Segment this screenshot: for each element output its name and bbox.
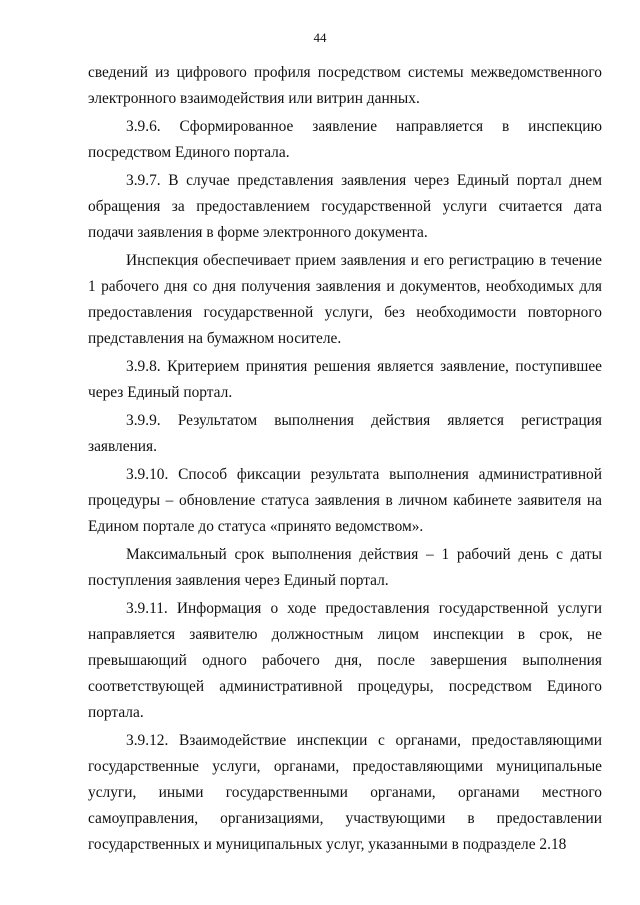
paragraph-3-9-12: 3.9.12. Взаимодействие инспекции с органами, предоставляющими государственные услуги, органами, предоставляющими муниципальные услуги, иными государственными органами, органами местного самоуправления, организациями, участвующими в предоставлении государственных и муниципальных услуг, указанными в подразделе 2.18	[88, 732, 602, 853]
page-number: 44	[313, 30, 327, 45]
paragraph-3-9-6: 3.9.6. Сформированное заявление направляется в инспекцию посредством Единого портала.	[88, 118, 602, 161]
paragraph-3-9-9: 3.9.9. Результатом выполнения действия является регистрация заявления.	[88, 412, 602, 455]
paragraph-3-9-11: 3.9.11. Информация о ходе предоставления государственной услуги направляется заявителю должностным лицом инспекции в срок, не превышающий одного рабочего дня, после завершения выполнения соответствующей административной процедуры, посредством Единого портала.	[88, 600, 602, 721]
document-body	[88, 60, 602, 860]
paragraph-continuation: сведений из цифрового профиля посредством системы межведомственного электронного взаимодействия или витрин данных.	[88, 64, 602, 107]
paragraph-3-9-7: 3.9.7. В случае представления заявления через Единый портал днем обращения за предоставлением государственной услуги считается дата подачи заявления в форме электронного документа.	[88, 172, 602, 241]
paragraph-3-9-10: 3.9.10. Способ фиксации результата выполнения административной процедуры – обновление статуса заявления в личном кабинете заявителя на Едином портале до статуса «принято ведомством».	[88, 466, 602, 535]
paragraph-3-9-8: 3.9.8. Критерием принятия решения является заявление, поступившее через Единый портал.	[88, 358, 602, 401]
paragraph-max-term: Максимальный срок выполнения действия – 1 рабочий день с даты поступления заявления через Единый портал.	[88, 546, 602, 589]
paragraph-inspection-registration: Инспекция обеспечивает прием заявления и его регистрацию в течение 1 рабочего дня со дня получения заявления и документов, необходимых для предоставления государственной услуги, без необходимости повторного представления на бумажном носителе.	[88, 252, 602, 347]
